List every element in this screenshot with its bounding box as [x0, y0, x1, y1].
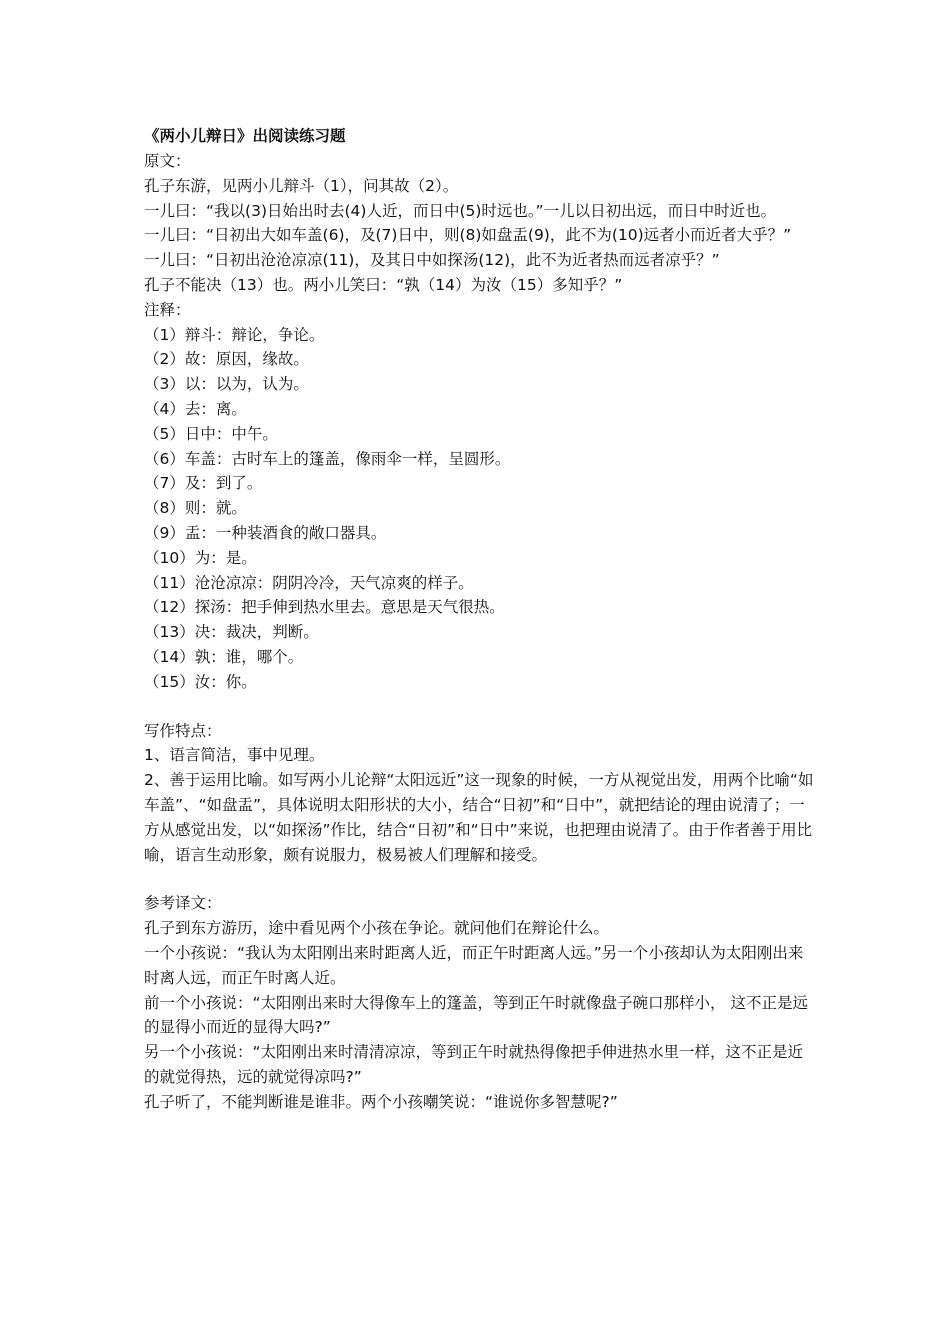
- feature-item: 2、善于运用比喻。如写两小儿论辩“太阳远近”这一现象的时候，一方从视觉出发，用两个比喻“如车盖”、“如盘盂”，具体说明太阳形状的大小，结合“日初”和“日中”，就把结论的理由说清了；一方从感觉出发，以“如探汤”作比，结合“日初”和“日中”来说，也把理由说清了。由于作者善于用比喻，语言生动形象，颇有说服力，极易被人们理解和接受。: [144, 771, 814, 864]
- note-item: （9）盂：一种装酒食的敞口器具。: [144, 523, 387, 542]
- original-line: 孔子东游，见两小儿辩斗（1），问其故（2）。: [144, 176, 459, 195]
- translation-line: 孔子到东方游历，途中看见两个小孩在争论。就问他们在辩论什么。: [144, 919, 610, 938]
- translation-line: 另一个小孩说：“太阳刚出来时清清凉凉，等到正午时就热得像把手伸进热水里一样，这不正是近的就觉得热，远的就觉得凉吗?”: [144, 1043, 804, 1086]
- original-line: 一儿曰：“日初出大如车盖(6)，及(7)日中，则(8)如盘盂(9)，此不为(10)远者小而近者大乎？”: [144, 226, 792, 245]
- original-heading: 原文：: [144, 152, 191, 170]
- note-item: （13）决：裁决，判断。: [144, 623, 319, 642]
- note-item: （7）及：到了。: [144, 474, 263, 493]
- translation-line: 孔子听了，不能判断谁是谁非。两个小孩嘲笑说：“谁说你多智慧呢?”: [144, 1092, 618, 1111]
- translation-line: 一个小孩说：“我认为太阳刚出来时距离人近，而正午时距离人远。”另一个小孩却认为太阳刚出来时离人远，而正午时离人近。: [144, 943, 804, 987]
- note-item: （6）车盖：古时车上的篷盖，像雨伞一样，呈圆形。: [144, 449, 511, 468]
- original-line: 孔子不能决（13）也。两小儿笑曰：“孰（14）为汝（15）多知乎？”: [144, 275, 623, 294]
- features-heading: 写作特点：: [144, 721, 222, 740]
- note-item: （8）则：就。: [144, 499, 247, 518]
- document-title: 《两小儿辩日》出阅读练习题: [144, 127, 346, 145]
- translation-line: 前一个小孩说：“太阳刚出来时大得像车上的篷盖，等到正午时就像盘子碗口那样小， 这不正是远的显得小而近的显得大吗?”: [144, 993, 808, 1037]
- note-item: （5）日中：中午。: [144, 424, 278, 443]
- note-item: （14）孰：谁，哪个。: [144, 647, 304, 666]
- note-item: （4）去：离。: [144, 399, 247, 418]
- notes-heading: 注释：: [144, 300, 191, 319]
- translation-heading: 参考译文：: [144, 894, 222, 913]
- note-item: （11）沧沧凉凉：阴阴冷冷，天气凉爽的样子。: [144, 573, 474, 592]
- note-item: （1）辩斗：辩论，争论。: [144, 325, 325, 344]
- original-line: 一儿曰：“日初出沧沧凉凉(11)，及其日中如探汤(12)，此不为近者热而远者凉乎？”: [144, 251, 720, 270]
- note-item: （3）以：以为，认为。: [144, 375, 309, 394]
- paragraph-gap: [144, 695, 814, 719]
- original-line: 一儿曰：“我以(3)日始出时去(4)人近，而日中(5)时远也。”一儿以日初出远，而日中时近也。: [144, 201, 777, 220]
- paragraph-gap: [144, 867, 814, 891]
- document-page: [144, 124, 814, 1114]
- feature-item: 1、语言简洁，事中见理。: [144, 746, 325, 765]
- note-item: （2）故：原因，缘故。: [144, 350, 309, 369]
- note-item: （10）为：是。: [144, 548, 257, 567]
- note-item: （15）汝：你。: [144, 672, 257, 691]
- note-item: （12）探汤：把手伸到热水里去。意思是天气很热。: [144, 598, 505, 617]
